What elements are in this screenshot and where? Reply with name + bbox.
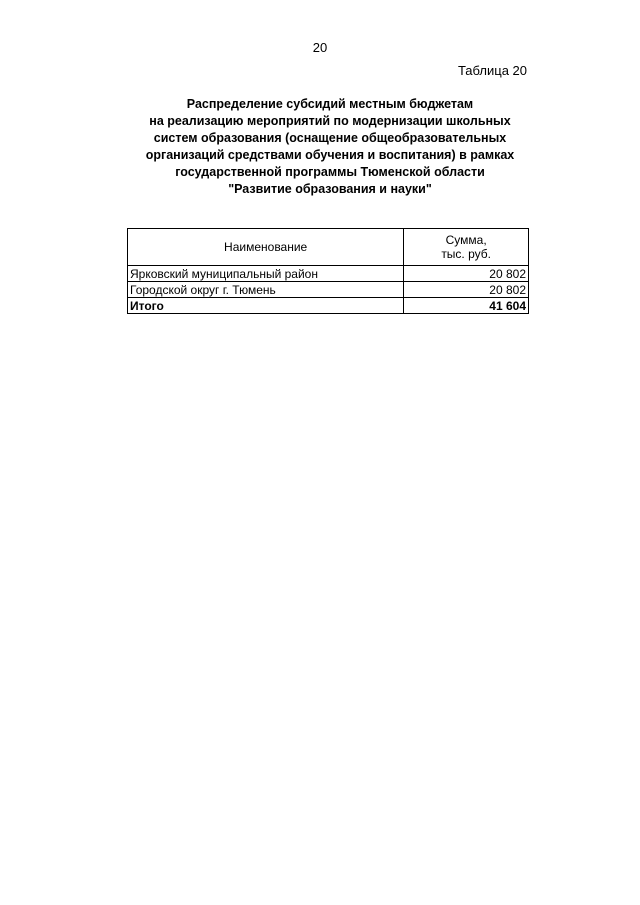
table-header-row: [128, 229, 529, 266]
row-name: Городской округ г. Тюмень: [128, 282, 404, 298]
table-row: [128, 266, 529, 282]
title-line: организаций средствами обучения и воспитания) в рамках: [145, 148, 515, 162]
title-line: государственной программы Тюменской области: [175, 165, 485, 179]
row-sum: 20 802: [404, 266, 529, 282]
title-line: на реализацию мероприятий по модернизации школьных: [149, 114, 511, 128]
page-number: 20: [312, 40, 328, 55]
total-sum: 41 604: [404, 298, 529, 314]
header-sum-line2: тыс. руб.: [441, 247, 491, 261]
document-title: [100, 96, 560, 198]
row-sum: 20 802: [404, 282, 529, 298]
header-sum-line1: Сумма,: [445, 233, 487, 247]
total-row: [128, 298, 529, 314]
row-name: Ярковский муниципальный район: [128, 266, 404, 282]
header-name: Наименование: [128, 229, 404, 266]
title-line: Распределение субсидий местным бюджетам: [186, 97, 474, 111]
subsidy-table: [127, 228, 529, 314]
title-line: "Развитие образования и науки": [228, 182, 432, 196]
title-line: систем образования (оснащение общеобразовательных: [153, 131, 507, 145]
table-row: [128, 282, 529, 298]
total-name: Итого: [128, 298, 404, 314]
header-sum: [404, 229, 529, 266]
table-label: Таблица 20: [457, 63, 527, 78]
